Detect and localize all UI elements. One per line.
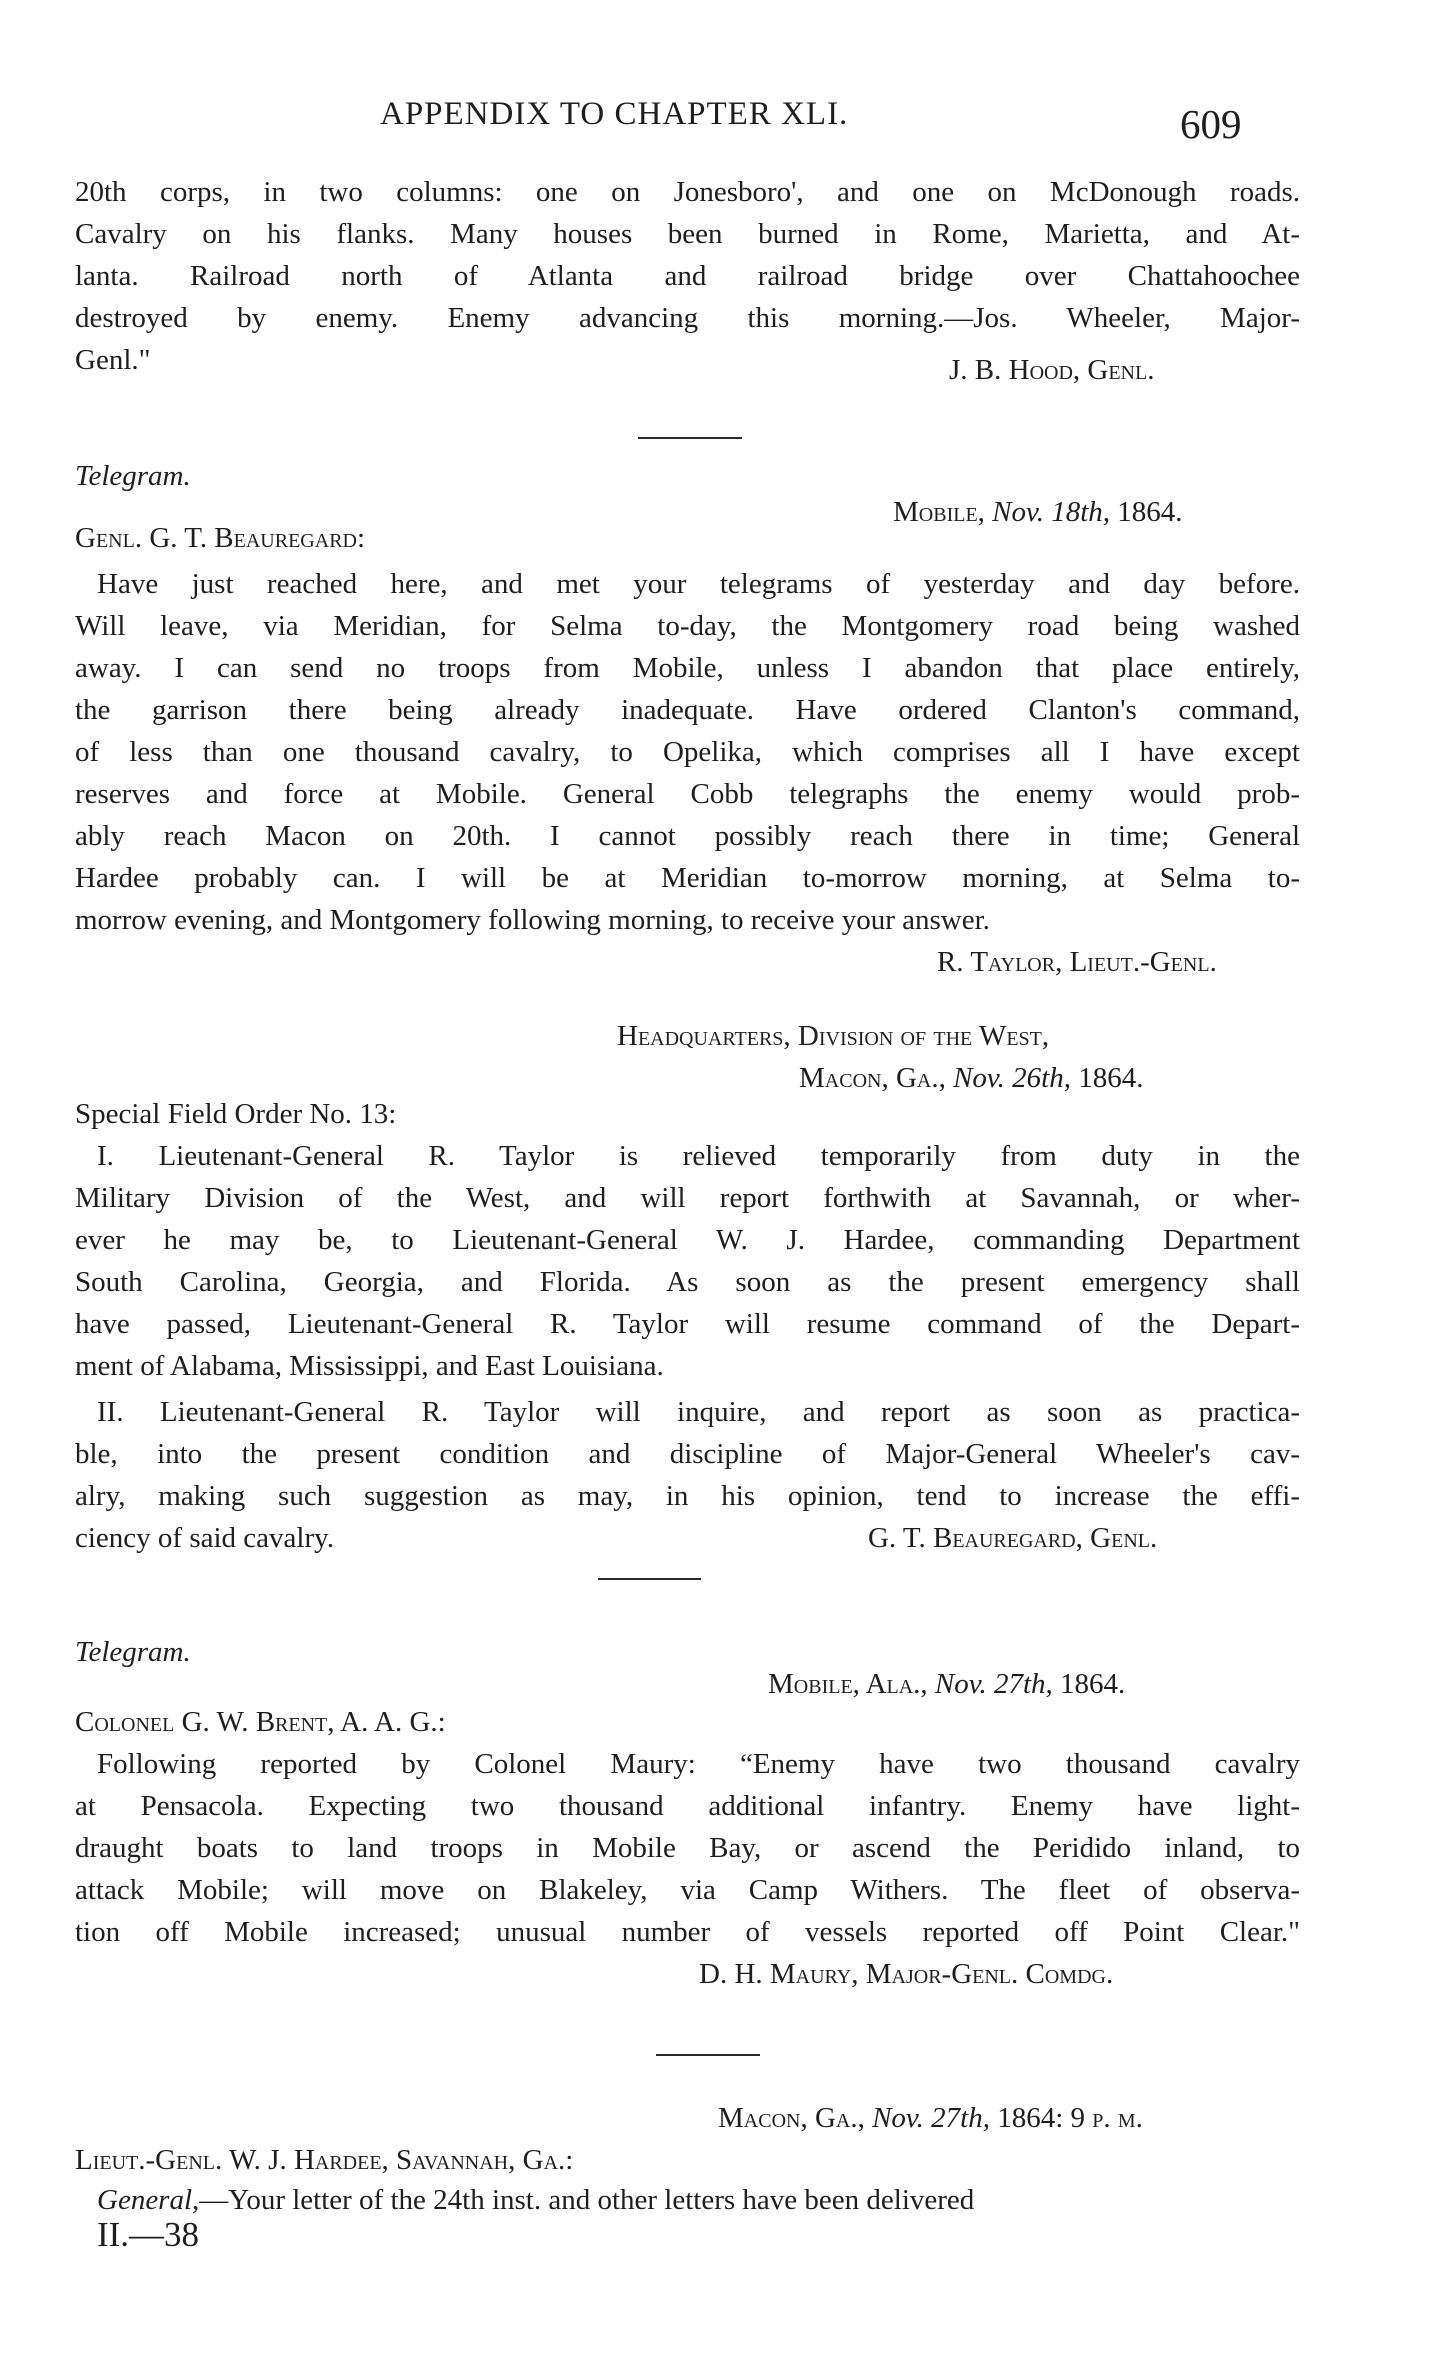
- text-line: Have just reached here, and met your telegrams of yesterday and day before.: [97, 568, 1300, 600]
- text-line: ever he may be, to Lieutenant-General W. J. Hardee, commanding Department: [75, 1224, 1300, 1256]
- dateline-year: 1864: 9 p. m.: [997, 2102, 1143, 2134]
- order-title: Special Field Order No. 13:: [75, 1098, 397, 1130]
- text-line: Will leave, via Meridian, for Selma to-day, the Montgomery road being washed: [75, 610, 1300, 642]
- text-line: morrow evening, and Montgomery following morning, to receive your answer.: [75, 904, 990, 936]
- letter-first-line: —Your letter of the 24th inst. and other letters have been delivered: [199, 2184, 975, 2216]
- text-line: [97, 2180, 974, 2220]
- text-line: Cavalry on his flanks. Many houses been burned in Rome, Marietta, and At-: [75, 218, 1300, 250]
- signature-mark: II.—38: [97, 2215, 200, 2254]
- text-line: Genl.": [75, 344, 151, 376]
- text-line: Hardee probably can. I will be at Meridian to-morrow morning, at Selma to-: [75, 862, 1300, 894]
- text-line: attack Mobile; will move on Blakeley, via Camp Withers. The fleet of observa-: [75, 1874, 1300, 1906]
- text-line: at Pensacola. Expecting two thousand additional infantry. Enemy have light-: [75, 1790, 1300, 1822]
- text-line: draught boats to land troops in Mobile Bay, or ascend the Peridido inland, to: [75, 1832, 1300, 1864]
- text-line: the garrison there being already inadequate. Have ordered Clanton's command,: [75, 694, 1300, 726]
- dateline: [718, 2098, 1143, 2138]
- headquarters-heading: Headquarters, Division of the West,: [617, 1020, 1050, 1052]
- text-line: South Carolina, Georgia, and Florida. As soon as the present emergency shall: [75, 1266, 1300, 1298]
- document-type: Telegram.: [75, 1636, 191, 1668]
- text-line: ble, into the present condition and discipline of Major-General Wheeler's cav-: [75, 1438, 1300, 1470]
- text-line: II. Lieutenant-General R. Taylor will inquire, and report as soon as practica-: [97, 1396, 1300, 1428]
- signature: G. T. Beauregard, Genl.: [868, 1522, 1158, 1554]
- text-line: destroyed by enemy. Enemy advancing this morning.—Jos. Wheeler, Major-: [75, 302, 1300, 334]
- text-line: Following reported by Colonel Maury: “Enemy have two thousand cavalry: [97, 1748, 1300, 1780]
- document-type: Telegram.: [75, 460, 191, 492]
- signature: R. Taylor, Lieut.-Genl.: [937, 946, 1217, 978]
- text-line: ment of Alabama, Mississippi, and East Louisiana.: [75, 1350, 664, 1382]
- text-line: have passed, Lieutenant-General R. Taylor will resume command of the Depart-: [75, 1308, 1300, 1340]
- text-line: of less than one thousand cavalry, to Opelika, which comprises all I have except: [75, 736, 1300, 768]
- salutation: Colonel G. W. Brent, A. A. G.:: [75, 1706, 446, 1738]
- text-line: ably reach Macon on 20th. I cannot possibly reach there in time; General: [75, 820, 1300, 852]
- dateline: [893, 492, 1183, 532]
- section-divider: [598, 1578, 701, 1580]
- dateline-date: Nov. 27th,: [934, 1668, 1053, 1700]
- dateline-year: 1864.: [1060, 1668, 1126, 1700]
- running-title: APPENDIX TO CHAPTER XLI.: [380, 96, 849, 132]
- dateline-year: 1864.: [1117, 496, 1183, 528]
- dateline-place: Macon, Ga.,: [718, 2102, 865, 2134]
- text-line: reserves and force at Mobile. General Cobb telegraphs the enemy would prob-: [75, 778, 1300, 810]
- dateline-date: Nov. 27th,: [872, 2102, 990, 2134]
- dateline-year: 1864.: [1078, 1062, 1144, 1094]
- page-number: 609: [1180, 101, 1242, 147]
- dateline-place: Macon, Ga.,: [799, 1062, 946, 1094]
- dateline-date: Nov. 26th,: [953, 1062, 1071, 1094]
- dateline: [768, 1664, 1125, 1704]
- dateline-date: Nov. 18th,: [992, 496, 1111, 528]
- text-line: Military Division of the West, and will report forthwith at Savannah, or wher-: [75, 1182, 1300, 1214]
- text-line: ciency of said cavalry.: [75, 1522, 334, 1554]
- text-line: alry, making such suggestion as may, in his opinion, tend to increase the effi-: [75, 1480, 1300, 1512]
- dateline-place: Mobile,: [893, 496, 985, 528]
- letter-address-word: General,: [97, 2184, 200, 2216]
- dateline-place: Mobile, Ala.,: [768, 1668, 928, 1700]
- text-line: away. I can send no troops from Mobile, unless I abandon that place entirely,: [75, 652, 1300, 684]
- signature: D. H. Maury, Major-Genl. Comdg.: [699, 1958, 1114, 1990]
- salutation: Lieut.-Genl. W. J. Hardee, Savannah, Ga.:: [75, 2144, 574, 2176]
- dateline: [799, 1058, 1143, 1098]
- salutation: Genl. G. T. Beauregard:: [75, 522, 366, 554]
- section-divider: [638, 437, 742, 439]
- text-line: 20th corps, in two columns: one on Jonesboro', and one on McDonough roads.: [75, 176, 1300, 208]
- text-line: I. Lieutenant-General R. Taylor is relieved temporarily from duty in the: [97, 1140, 1300, 1172]
- signature: J. B. Hood, Genl.: [949, 354, 1155, 386]
- section-divider: [656, 2054, 760, 2056]
- text-line: lanta. Railroad north of Atlanta and railroad bridge over Chattahoochee: [75, 260, 1300, 292]
- text-line: tion off Mobile increased; unusual number of vessels reported off Point Clear.": [75, 1916, 1300, 1948]
